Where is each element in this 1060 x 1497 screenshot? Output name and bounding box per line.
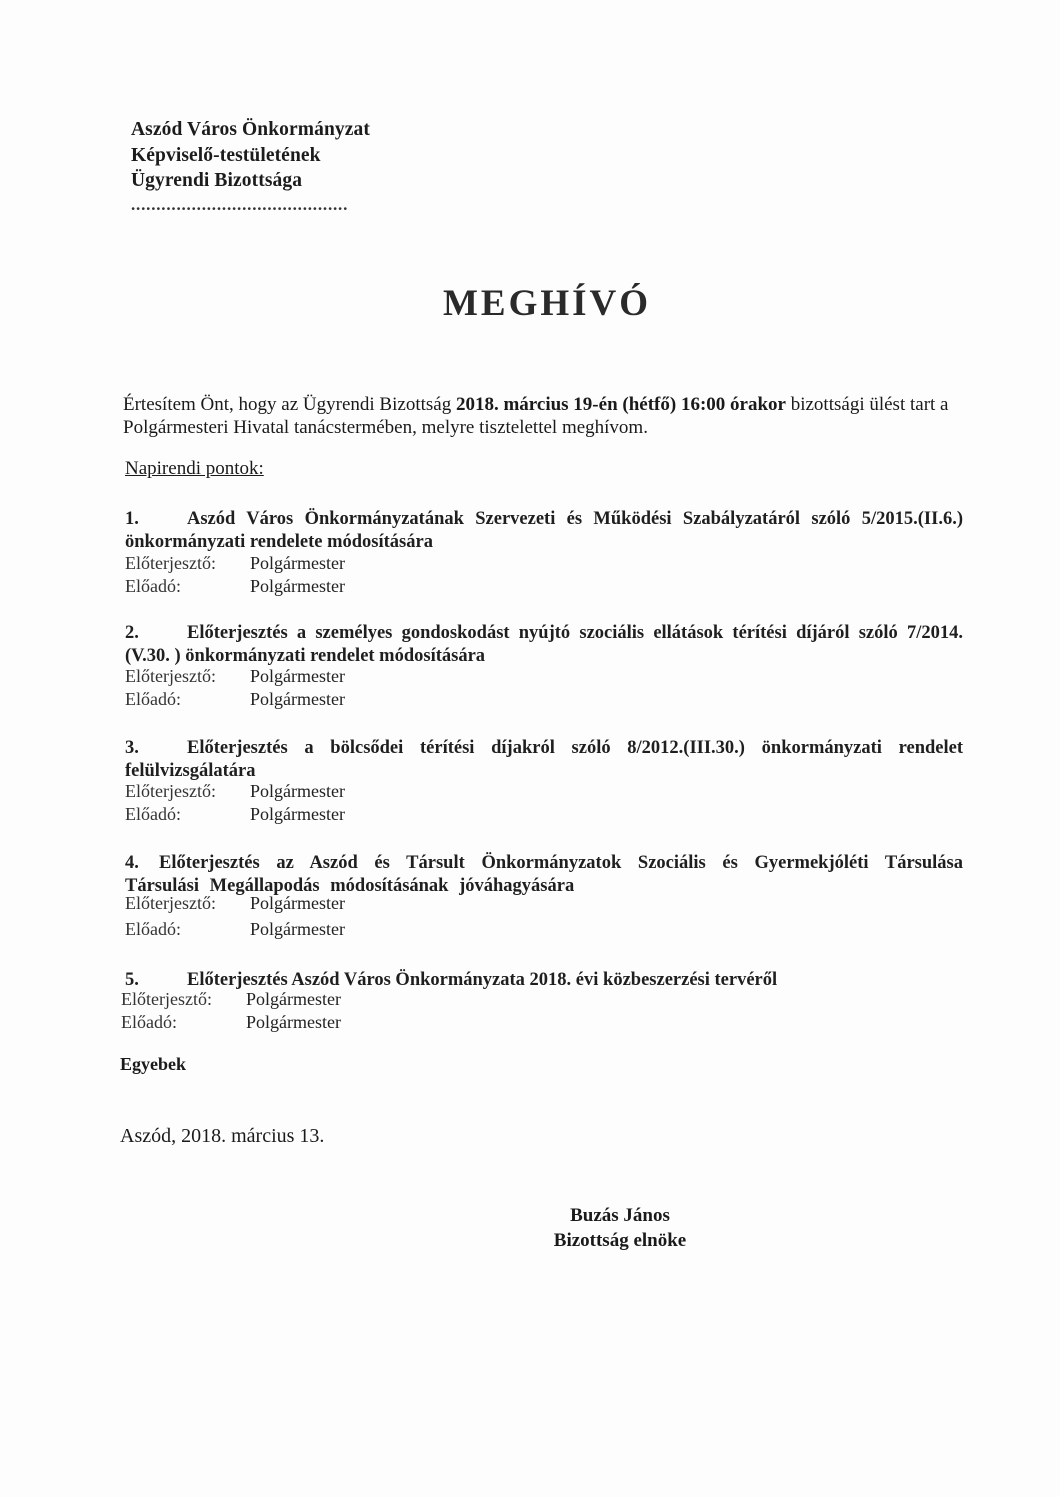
presenter-value: Polgármester [250, 666, 345, 686]
agenda-item-number: 2. [125, 623, 139, 643]
agenda-item-5-speaker [121, 1011, 341, 1034]
sender-line-1: Aszód Város Önkormányzat [131, 119, 370, 140]
agenda-item-2-title [125, 622, 963, 668]
speaker-value: Polgármester [250, 576, 345, 596]
presenter-value: Polgármester [246, 989, 341, 1009]
place-and-date: Aszód, 2018. március 13. [120, 1125, 325, 1147]
presenter-label: Előterjesztő: [125, 553, 216, 573]
presenter-label: Előterjesztő: [125, 666, 216, 686]
speaker-label: Előadó: [125, 576, 181, 596]
other-items: Egyebek [120, 1054, 187, 1074]
agenda-item-number: 1. [125, 509, 139, 529]
intro-paragraph [123, 393, 983, 439]
signatory-role: Bizottság elnöke [553, 1230, 687, 1251]
agenda-item-number: 5. [125, 970, 139, 990]
speaker-label: Előadó: [121, 1012, 177, 1032]
agenda-item-text: Előterjesztés a bölcsődei térítési díjakról szóló 8/2012.(III.30.) önkormányzati rendelet felülvizsgálatára [125, 738, 963, 781]
agenda-heading: Napirendi pontok: [125, 458, 264, 479]
agenda-item-1-speaker [125, 575, 345, 598]
speaker-label: Előadó: [125, 804, 181, 824]
agenda-item-2-presenter [125, 665, 345, 688]
agenda-item-text: Előterjesztés Aszód Város Önkormányzata 2018. évi közbeszerzési tervéről [187, 970, 778, 990]
agenda-item-1-presenter [125, 552, 345, 575]
sender-line-3: Ügyrendi Bizottsága [131, 170, 303, 191]
speaker-value: Polgármester [250, 689, 345, 709]
agenda-item-1-title [125, 508, 963, 554]
document-title: MEGHÍVÓ [442, 283, 652, 324]
agenda-item-number: 4. [125, 853, 139, 873]
speaker-value: Polgármester [250, 804, 345, 824]
speaker-label: Előadó: [125, 919, 181, 939]
presenter-value: Polgármester [250, 553, 345, 573]
sender-line-2: Képviselő-testületének [131, 145, 321, 166]
speaker-value: Polgármester [250, 919, 345, 939]
speaker-value: Polgármester [246, 1012, 341, 1032]
agenda-item-text: Előterjesztés a személyes gondoskodást nyújtó szociális ellátások térítési díjáról szóló 7/2014. (V.30. ) önkormányzati rendelet módosítására [125, 623, 963, 666]
presenter-label: Előterjesztő: [125, 781, 216, 801]
agenda-item-4-speaker [125, 918, 345, 941]
dotted-line: ........................................... [131, 195, 349, 214]
presenter-value: Polgármester [250, 893, 345, 913]
agenda-item-number: 3. [125, 738, 139, 758]
agenda-item-4-presenter [125, 892, 345, 915]
intro-text-end: bizottsági ülést tart a Polgármesteri Hivatal tanácstermében, melyre tisztelettel meghívom. [123, 394, 949, 438]
presenter-label: Előterjesztő: [125, 893, 216, 913]
intro-text-start: Értesítem Önt, hogy az Ügyrendi Bizottság [123, 394, 456, 415]
intro-date-time: 2018. március 19-én (hétfő) 16:00 órakor [455, 394, 786, 415]
speaker-label: Előadó: [125, 689, 181, 709]
agenda-item-3-speaker [125, 803, 345, 826]
presenter-label: Előterjesztő: [121, 989, 212, 1009]
presenter-value: Polgármester [250, 781, 345, 801]
signatory-name: Buzás János [570, 1205, 670, 1226]
agenda-item-text: Előterjesztés az Aszód és Társult Önkormányzatok Szociális és Gyermekjóléti Társulása Társulási Megállapodás módosításának jóváhagyására [125, 853, 963, 896]
agenda-item-2-speaker [125, 688, 345, 711]
agenda-item-3-presenter [125, 780, 345, 803]
agenda-item-3-title [125, 737, 963, 783]
agenda-item-5-presenter [121, 988, 341, 1011]
agenda-item-text: Aszód Város Önkormányzatának Szervezeti és Működési Szabályzatáról szóló 5/2015.(II.6.) önkormányzati rendelete módosítására [125, 509, 963, 552]
